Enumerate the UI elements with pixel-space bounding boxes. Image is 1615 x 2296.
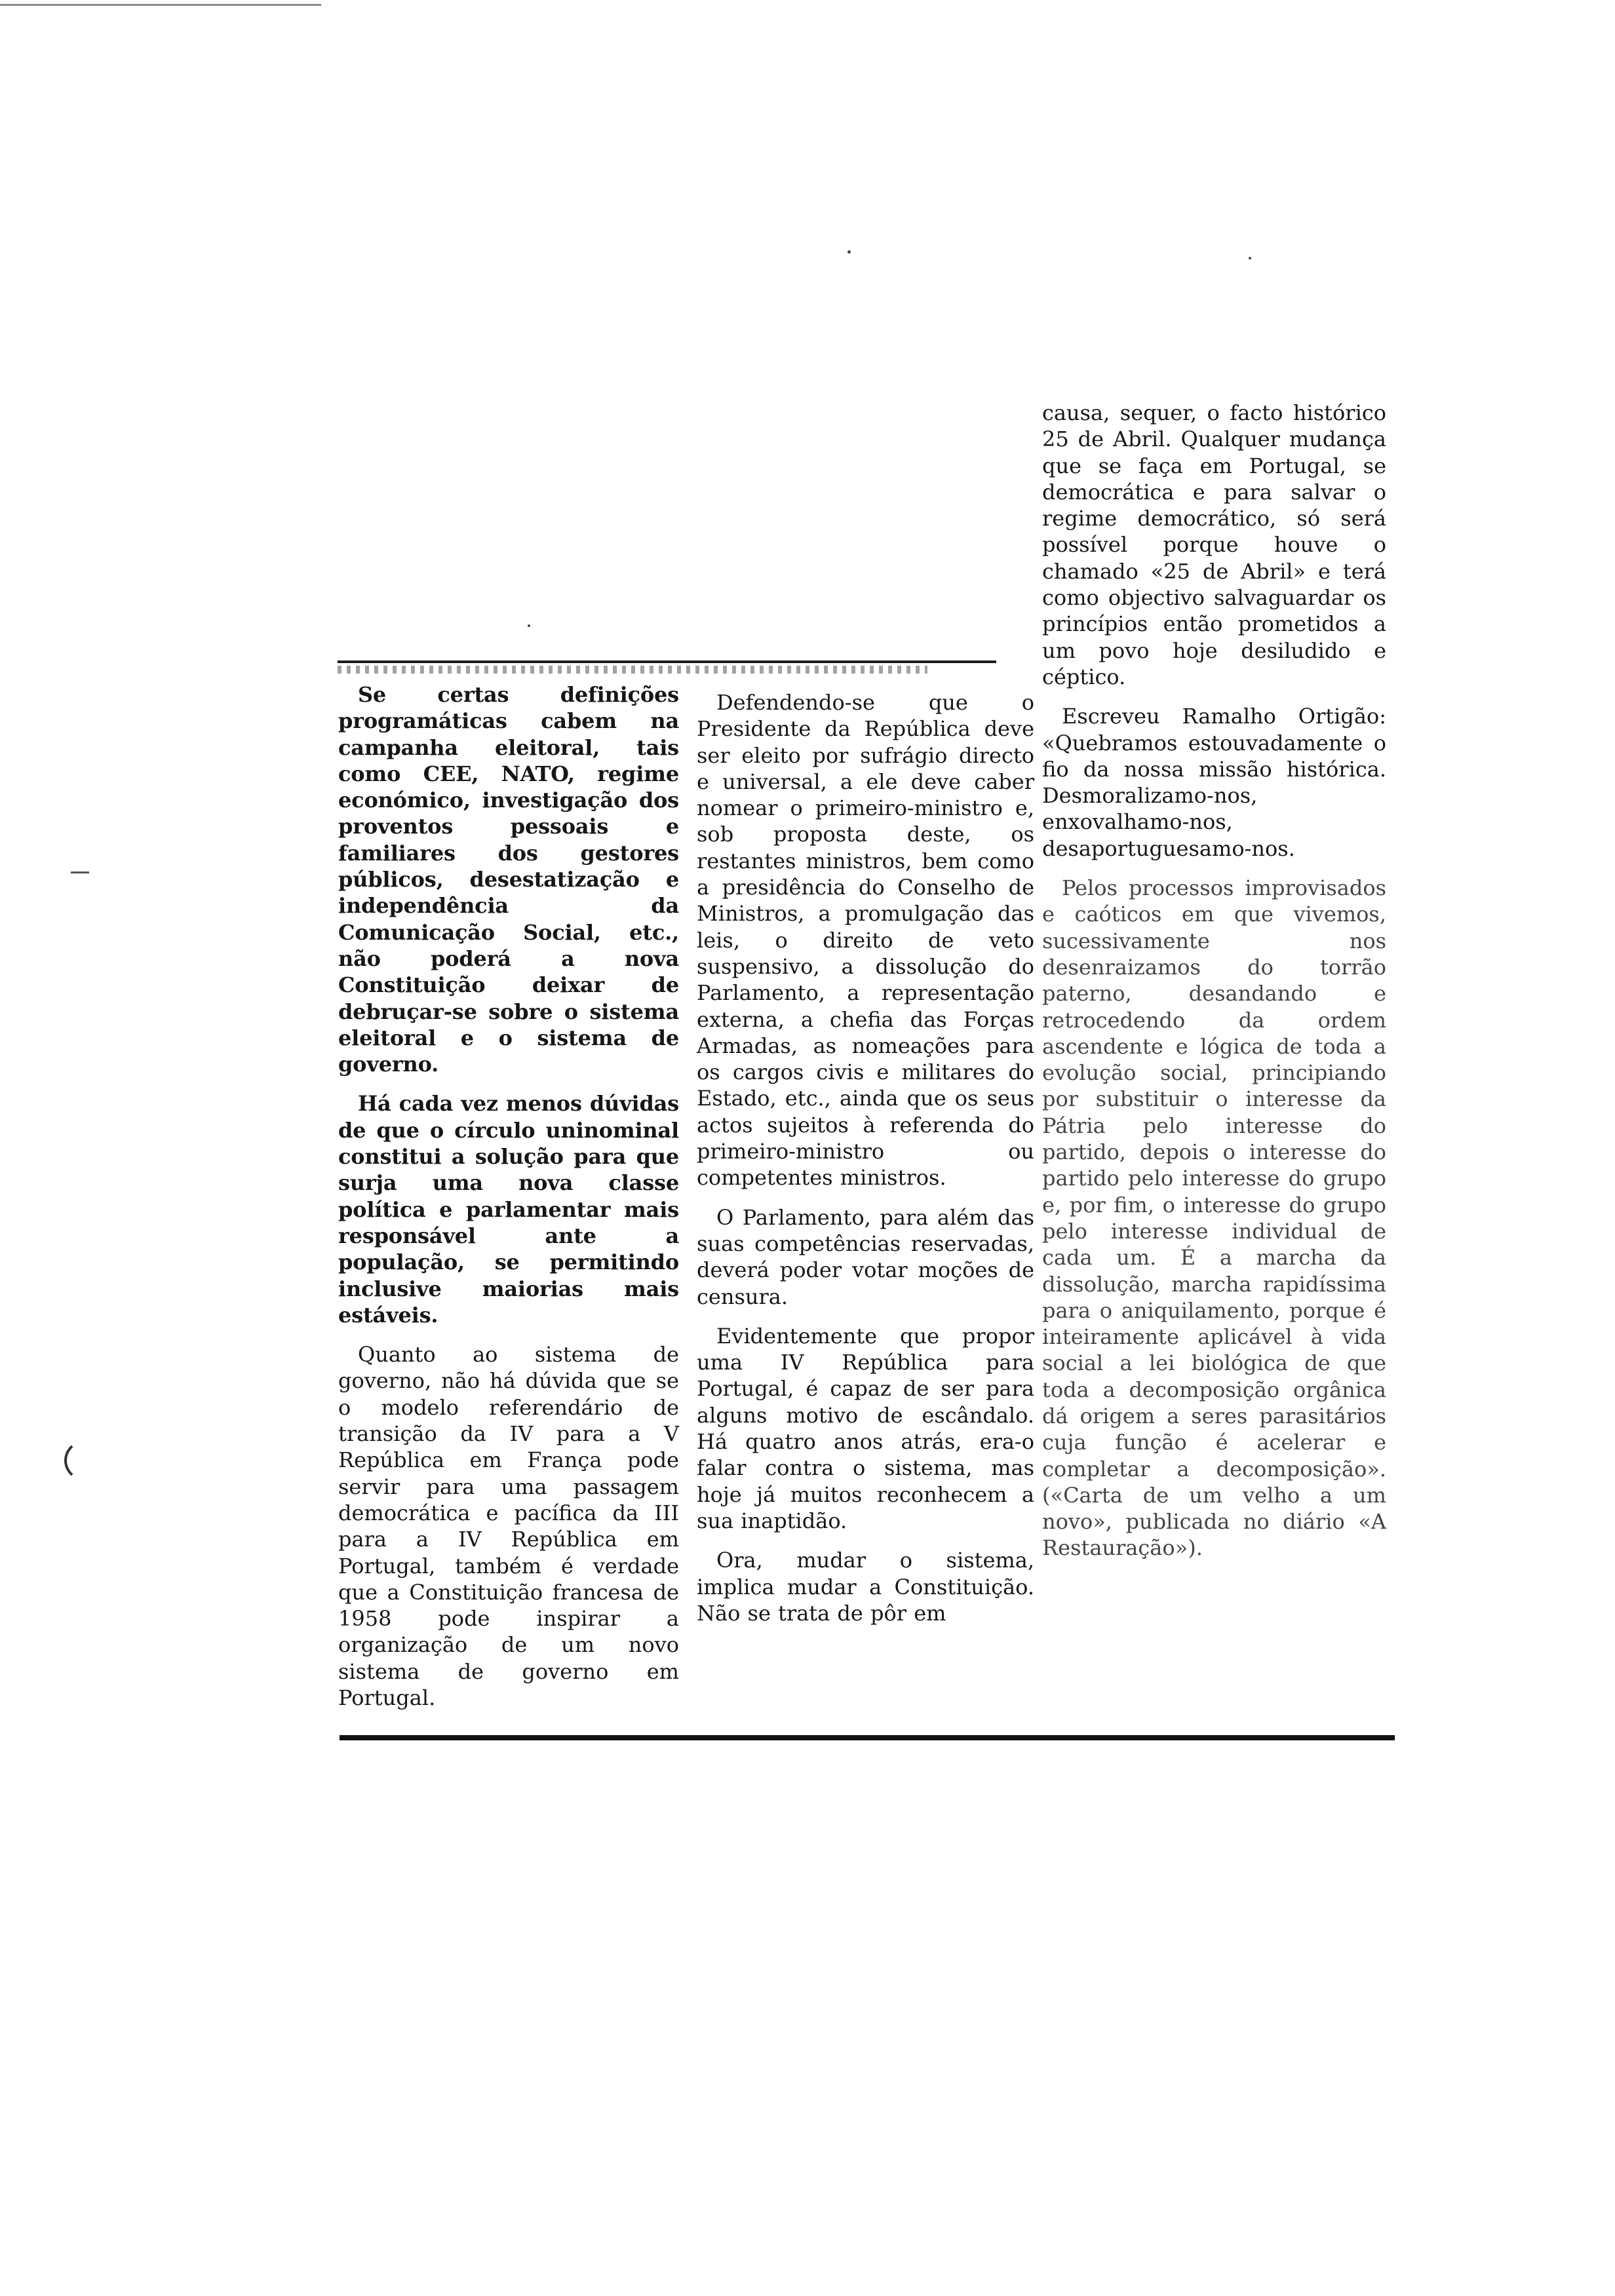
article-column-3 <box>1042 388 1386 1561</box>
paragraph: Quanto ao sistema de governo, não há dúvida que se o modelo referendário de transição da IV para a V República em França pode servir para uma passagem democrática e pacífica da III para a IV República em Portugal, também é verdade que a Constituição francesa de 1958 pode inspirar a organização de um novo sistema de governo em Portugal. <box>338 1342 679 1710</box>
scan-speck <box>528 624 530 627</box>
scan-top-edge-line <box>0 4 321 6</box>
article-bottom-rule <box>340 1735 1395 1740</box>
article-top-rule <box>338 660 996 663</box>
paragraph: Ora, mudar o sistema, implica mudar a Constituição. Não se trata de pôr em <box>697 1548 1034 1626</box>
paragraph: Defendendo-se que o Presidente da República deve ser eleito por sufrágio directo e universal, a ele deve caber nomear o primeiro-ministro e, sob proposta deste, os restantes ministros, bem como a presidência do Conselho de Ministros, a promulgação das leis, o direito de veto suspensivo, a dissolução do Parlamento, a representação externa, a chefia das Forças Armadas, as nomeações para os cargos civis e militares do Estado, etc., ainda que os seus actos sujeitos à referenda do primeiro-ministro ou competentes ministros. <box>697 690 1034 1191</box>
article-column-2 <box>697 689 1034 1626</box>
article-top-rule-noise <box>338 666 927 674</box>
paragraph: Evidentemente que propor uma IV República para Portugal, é capaz de ser para alguns motivo de escândalo. Há quatro anos atrás, era-o falar contra o sistema, mas hoje já muitos reconhecem a sua inaptidão. <box>697 1323 1034 1533</box>
paragraph: O Parlamento, para além das suas competências reservadas, deverá poder votar moções de censura. <box>697 1204 1034 1309</box>
paragraph: Escreveu Ramalho Ortigão: «Quebramos estouvadamente o fio da nossa missão histórica. Desmoralizamo-nos, enxovalhamo-nos, desaportuguesamo-nos. <box>1042 704 1386 861</box>
scan-speck <box>847 250 851 254</box>
paragraph: causa, sequer, o facto histórico 25 de Abril. Qualquer mudança que se faça em Portugal, se democrática e para salvar o regime democrático, só será possível porque houve o chamado «25 de Abril» e terá como objectivo salvaguardar os princípios então prometidos a um povo hoje desiludido e céptico. <box>1042 400 1386 689</box>
article-column-1 <box>338 681 679 1711</box>
column-header-noise <box>1042 388 1386 400</box>
paragraph: Pelos processos improvisados e caóticos em que vivemos, sucessivamente nos desenraizamos do torrão paterno, desandando e retrocedendo da ordem ascendente e lógica de toda a evolução social, principiando por substituir o interesse da Pátria pelo interesse do partido, depois o interesse do partido pelo interesse do grupo e, por fim, o interesse do grupo pelo interesse individual de cada um. É a marcha da dissolução, marcha rapidíssima para o aniquilamento, porque é inteiramente aplicável à vida social a lei biológica de que toda a decomposição orgânica dá origem a seres parasitários cuja função é acelerar e completar a decomposição». («Carta de um velho a um novo», publicada no diário «A Restauração»). <box>1042 875 1386 1561</box>
scan-margin-arc <box>64 1438 115 1483</box>
scan-speck <box>1249 257 1251 259</box>
paragraph: Há cada vez menos dúvidas de que o círculo uninominal constitui a solução para que surja uma nova classe política e parlamentar mais responsável ante a população, se permitindo inclusive maiorias mais estáveis. <box>338 1091 679 1328</box>
scan-margin-mark <box>71 871 89 873</box>
paragraph: Se certas definições programáticas cabem na campanha eleitoral, tais como CEE, NATO, regime económico, investigação dos proventos pessoais e familiares dos gestores públicos, desestatização e independência da Comunicação Social, etc., não poderá a nova Constituição deixar de debruçar-se sobre o sistema eleitoral e o sistema de governo. <box>338 682 679 1077</box>
